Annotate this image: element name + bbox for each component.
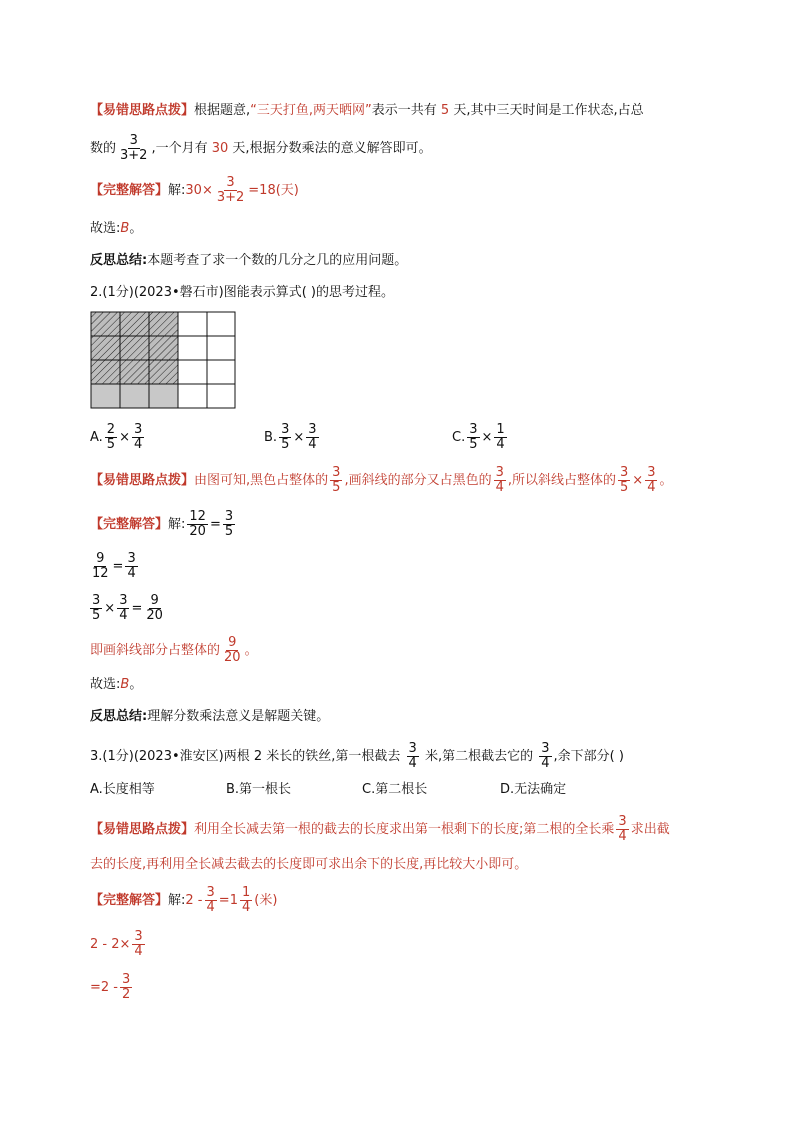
q1-answer: 【完整解答】解:30× $\frac{3}{3+2}$ =18(天) [90,175,299,205]
q3-stem: 3.(1分)(2023•淮安区)两根 2 米长的铁丝,第一根截去 $\frac{3}{4}$ 米,第二根截去它的 $\frac{3}{4}$ ,余下部分( ) [90,741,624,771]
q3-answer-line-2: 2 - 2× $\frac{3}{4}$ [90,929,143,959]
q2-option-b[interactable]: B. $\frac{3}{5}$ × $\frac{3}{4}$ [264,422,317,452]
q2-answer-line-3: $\frac{3}{5}$ × $\frac{3}{4}$ = $\frac{9}{20}$ [92,593,163,623]
q2-grid-figure [90,311,236,411]
q1-hint-line-1: 【易错思路点拨】根据题意,“三天打鱼,两天晒网”表示一共有 5 天,其中三天时间是工作状态,占总 [90,103,644,118]
q3-answer-line-1: 【完整解答】解:2 - $\frac{3}{4}$ =1 $\frac{1}{4}$ (米) [90,885,278,915]
q1-summary: 反思总结:本题考查了求一个数的几分之几的应用问题。 [90,253,408,268]
q3-hint-line-1: 【易错思路点拨】利用全长减去第一根的截去的长度求出第一根剩下的长度;第二根的全长乘 $\frac{3}{4}$ 求出截 [90,814,670,844]
q1-hint-line-2: 数的 $\frac{3}{3+2}$ ,一个月有 30 天,根据分数乘法的意义解答即可。 [90,133,432,163]
q3-answer-line-3: =2 - $\frac{3}{2}$ [90,972,131,1002]
q3-hint-line-2: 去的长度,再利用全长减去截去的长度即可求出余下的长度,再比较大小即可。 [90,857,528,872]
q1-choose: 故选:B。 [90,221,143,236]
q3-option-a[interactable]: A.长度相等 [90,782,155,797]
q2-stem: 2.(1分)(2023•磐石市)图能表示算式( )的思考过程。 [90,285,394,300]
q2-summary: 反思总结:理解分数乘法意义是解题关键。 [90,709,330,724]
q1-hint-label: 【易错思路点拨】 [90,103,195,118]
q3-option-b[interactable]: B.第一根长 [226,782,292,797]
q1-fraction: $\frac{3}{3+2}$ [120,133,148,163]
q2-answer-line-2: $\frac{9}{12}$ = $\frac{3}{4}$ [92,551,136,581]
q3-option-c[interactable]: C.第二根长 [362,782,428,797]
q2-option-c[interactable]: C. $\frac{3}{5}$ × $\frac{1}{4}$ [452,422,505,452]
q2-choose: 故选:B。 [90,677,143,692]
q2-conclusion: 即画斜线部分占整体的 $\frac{9}{20}$ 。 [90,635,258,665]
q2-answer-line-1: 【完整解答】解: $\frac{12}{20}$ = $\frac{3}{5}$ [90,509,234,539]
q2-hint: 【易错思路点拨】由图可知,黑色占整体的 $\frac{3}{5}$ ,画斜线的部分又占黑色的 $\frac{3}{4}$ ,所以斜线占整体的 $\frac{3}{5}$ × $\frac{3}{4}$ 。 [90,465,673,495]
q3-option-d[interactable]: D.无法确定 [500,782,567,797]
q2-option-a[interactable]: A. $\frac{2}{5}$ × $\frac{3}{4}$ [90,422,143,452]
